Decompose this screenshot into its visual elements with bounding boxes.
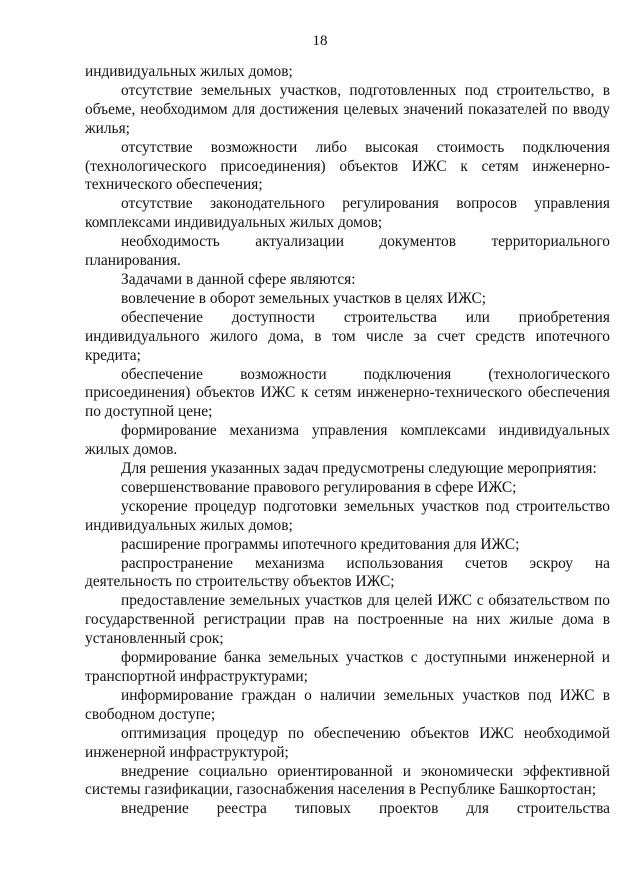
list-item-paragraph: отсутствие законодательного регулирования вопросов управления комплексами индивидуальных жилых домов; bbox=[85, 195, 610, 232]
list-item-paragraph: информирование граждан о наличии земельных участков под ИЖС в свободном доступе; bbox=[85, 686, 610, 723]
body-text bbox=[85, 63, 610, 819]
list-item-paragraph: ускорение процедур подготовки земельных участков под строительство индивидуальных жилых домов; bbox=[85, 497, 610, 534]
list-item-paragraph: формирование механизма управления комплексами индивидуальных жилых домов. bbox=[85, 422, 610, 459]
list-item-paragraph: внедрение реестра типовых проектов для строительства bbox=[121, 800, 610, 818]
list-item-paragraph: совершенствование правового регулирования в сфере ИЖС; bbox=[121, 478, 517, 496]
list-item-paragraph: обеспечение доступности строительства или приобретения индивидуального жилого дома, в том числе за счет средств ипотечного кредита; bbox=[85, 308, 610, 364]
section-lead-paragraph: Задачами в данной сфере являются: bbox=[121, 270, 356, 288]
list-item-paragraph: расширение программы ипотечного кредитования для ИЖС; bbox=[121, 535, 520, 553]
list-item-paragraph: формирование банка земельных участков с доступными инженерной и транспортной инфраструктурами; bbox=[85, 649, 610, 685]
list-item-paragraph: необходимость актуализации документов территориального планирования. bbox=[85, 233, 610, 270]
list-item-paragraph: отсутствие земельных участков, подготовленных под строительство, в объеме, необходимом для достижения целевых значений показателей по вводу жилья; bbox=[85, 81, 610, 137]
page-number: 18 bbox=[312, 33, 328, 49]
section-lead-paragraph: Для решения указанных задач предусмотрены следующие мероприятия: bbox=[121, 460, 597, 478]
paragraph-continuation: индивидуальных жилых домов; bbox=[85, 63, 293, 80]
list-item-paragraph: оптимизация процедур по обеспечению объектов ИЖС необходимой инженерной инфраструктурой; bbox=[85, 724, 610, 761]
list-item-paragraph: предоставление земельных участков для целей ИЖС с обязательством по государственной регистрации прав на построенные на них жилые дома в установленный срок; bbox=[85, 592, 610, 648]
list-item-paragraph: внедрение социально ориентированной и экономически эффективной системы газификации, газоснабжения населения в Республике Башкортостан; bbox=[85, 762, 610, 799]
list-item-paragraph: распространение механизма использования счетов эскроу на деятельность по строительству объектов ИЖС; bbox=[85, 554, 610, 591]
list-item-paragraph: обеспечение возможности подключения (технологического присоединения) объектов ИЖС к сетям инженерно-технического обеспечения по доступной цене; bbox=[85, 365, 610, 421]
list-item-paragraph: вовлечение в оборот земельных участков в целях ИЖС; bbox=[121, 289, 487, 307]
list-item-paragraph: отсутствие возможности либо высокая стоимость подключения (технологического присоединения) объектов ИЖС к сетям инженерно-технического обеспечения; bbox=[85, 138, 610, 194]
